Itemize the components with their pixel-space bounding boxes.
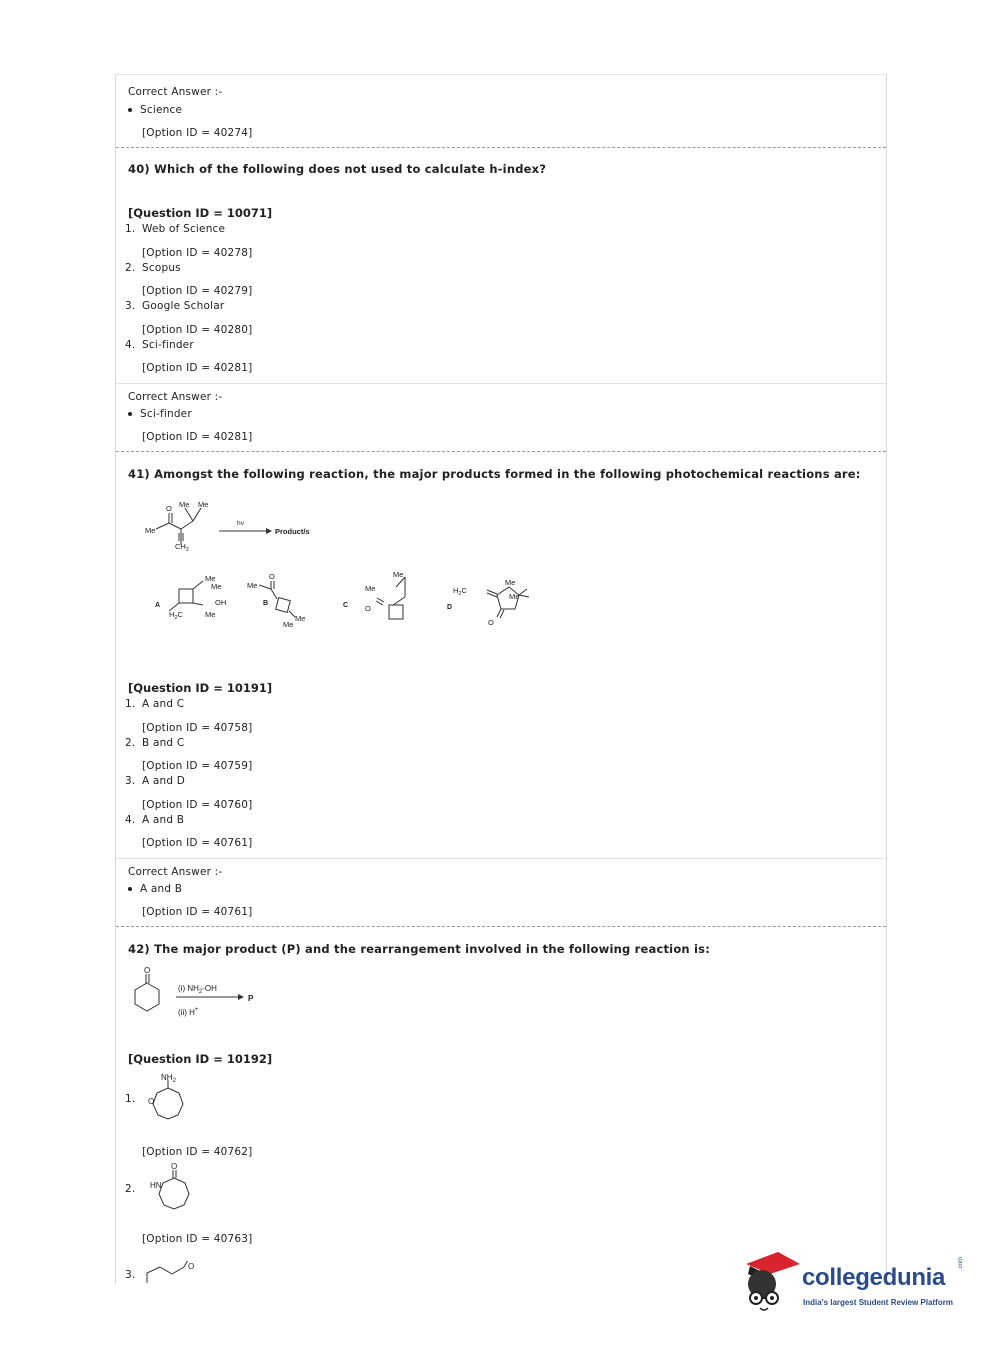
option-3-structure bbox=[144, 1261, 204, 1285]
products-label: Product/s bbox=[275, 527, 310, 536]
option-1-structure bbox=[146, 1070, 196, 1130]
option-text: B and C bbox=[142, 737, 185, 749]
me-label: Me bbox=[211, 582, 222, 591]
correct-answer-label: Correct Answer :- bbox=[128, 391, 223, 403]
me-label: Me bbox=[283, 620, 294, 629]
reagent-acid: (ii) H+ bbox=[178, 1007, 199, 1017]
option-text: Google Scholar bbox=[142, 300, 225, 312]
o-label: O bbox=[166, 504, 172, 513]
bullet-icon bbox=[128, 887, 132, 891]
label-d: D bbox=[447, 604, 453, 611]
option-number: 2. bbox=[125, 1183, 136, 1195]
option-number: 4. bbox=[125, 814, 136, 826]
ch2-label: $CH_2$ bbox=[175, 542, 189, 553]
correct-answer-label: Correct Answer :- bbox=[128, 86, 223, 98]
me-label: Me bbox=[205, 574, 216, 583]
question-42-text: 42) The major product (P) and the rearrangement involved in the following reaction is: bbox=[128, 942, 710, 956]
hv-label: hν bbox=[237, 520, 244, 527]
option-id: [Option ID = 40279] bbox=[142, 285, 253, 297]
option-id: [Option ID = 40281] bbox=[142, 362, 253, 374]
label-b: B bbox=[263, 600, 269, 607]
h2c-label: $H_2C$ bbox=[169, 610, 183, 621]
option-number: 1. bbox=[125, 1093, 136, 1105]
hn-label: HN bbox=[150, 1181, 162, 1190]
correct-answer-item: Science bbox=[128, 104, 182, 116]
o-label: O bbox=[171, 1162, 178, 1171]
brand-name: collegedunia bbox=[802, 1264, 946, 1291]
me-label: Me bbox=[295, 614, 306, 623]
o-label: O bbox=[269, 572, 275, 581]
option-2-structure bbox=[146, 1160, 206, 1220]
h2c-label: $H_2C$ bbox=[453, 586, 467, 597]
me-label: Me bbox=[145, 526, 156, 535]
o-label: O bbox=[148, 1097, 155, 1106]
option-id: [Option ID = 40759] bbox=[142, 760, 253, 772]
bullet-icon bbox=[128, 412, 132, 416]
question-divider bbox=[116, 451, 886, 452]
exam-page bbox=[115, 74, 887, 1285]
product-p-label: P bbox=[248, 994, 254, 1003]
label-a: A bbox=[155, 602, 161, 609]
me-label: Me bbox=[505, 578, 516, 587]
answer-option-id: [Option ID = 40274] bbox=[142, 127, 253, 139]
photochemical-reaction-scheme bbox=[131, 493, 551, 633]
answer-option-id: [Option ID = 40761] bbox=[142, 906, 253, 918]
option-id: [Option ID = 40762] bbox=[142, 1146, 253, 1158]
me-label: Me bbox=[247, 581, 258, 590]
option-id: [Option ID = 40280] bbox=[142, 324, 253, 336]
brand-tagline: India's largest Student Review Platform bbox=[803, 1298, 953, 1307]
correct-answer-label: Correct Answer :- bbox=[128, 866, 223, 878]
option-text: A and C bbox=[142, 698, 185, 710]
mascot-icon bbox=[742, 1250, 804, 1316]
oh-label: OH bbox=[215, 598, 227, 607]
option-text: A and D bbox=[142, 775, 186, 787]
option-number: 2. bbox=[125, 737, 136, 749]
me-label: Me bbox=[179, 500, 190, 509]
question-40-text: 40) Which of the following does not used to calculate h-index? bbox=[128, 162, 547, 176]
question-42-id: [Question ID = 10192] bbox=[128, 1052, 273, 1066]
option-text: A and B bbox=[142, 814, 185, 826]
option-text: Web of Science bbox=[142, 223, 226, 235]
collegedunia-logo bbox=[742, 1250, 972, 1320]
question-41-id: [Question ID = 10191] bbox=[128, 681, 273, 695]
bullet-icon bbox=[128, 108, 132, 112]
option-id: [Option ID = 40761] bbox=[142, 837, 253, 849]
me-label: Me bbox=[198, 500, 209, 509]
option-number: 3. bbox=[125, 775, 136, 787]
option-id: [Option ID = 40278] bbox=[142, 247, 253, 259]
brand-suffix: .com bbox=[958, 1256, 964, 1270]
o-label: O bbox=[365, 604, 371, 613]
option-number: 1. bbox=[125, 698, 136, 710]
option-text: Scopus bbox=[142, 262, 181, 274]
option-id: [Option ID = 40760] bbox=[142, 799, 253, 811]
reagent-nh2oh: (i) $NH_2-OH$ bbox=[178, 984, 217, 995]
oxime-reaction-scheme bbox=[126, 965, 286, 1025]
o-label: O bbox=[144, 966, 151, 975]
option-text: Sci-finder bbox=[142, 339, 194, 351]
me-label: Me bbox=[509, 592, 520, 601]
correct-answer-item: Sci-finder bbox=[128, 408, 192, 420]
option-number: 1. bbox=[125, 223, 136, 235]
nh2-label: $NH_2$ bbox=[161, 1073, 176, 1084]
answer-option-id: [Option ID = 40281] bbox=[142, 431, 253, 443]
o-label: O bbox=[488, 618, 494, 627]
question-divider bbox=[116, 147, 886, 148]
o-label: O bbox=[188, 1262, 195, 1271]
label-c: C bbox=[343, 602, 349, 609]
me-label: Me bbox=[393, 570, 404, 579]
me-label: Me bbox=[365, 584, 376, 593]
answer-separator bbox=[116, 858, 886, 859]
correct-answer-item: A and B bbox=[128, 883, 182, 895]
option-number: 3. bbox=[125, 300, 136, 312]
question-divider bbox=[116, 926, 886, 927]
me-label: Me bbox=[205, 610, 216, 619]
option-number: 3. bbox=[125, 1269, 136, 1281]
answer-separator bbox=[116, 383, 886, 384]
question-41-text: 41) Amongst the following reaction, the major products formed in the following photochemical reactions are: bbox=[128, 467, 861, 481]
option-id: [Option ID = 40763] bbox=[142, 1233, 253, 1245]
option-number: 2. bbox=[125, 262, 136, 274]
option-id: [Option ID = 40758] bbox=[142, 722, 253, 734]
option-number: 4. bbox=[125, 339, 136, 351]
question-40-id: [Question ID = 10071] bbox=[128, 206, 273, 220]
